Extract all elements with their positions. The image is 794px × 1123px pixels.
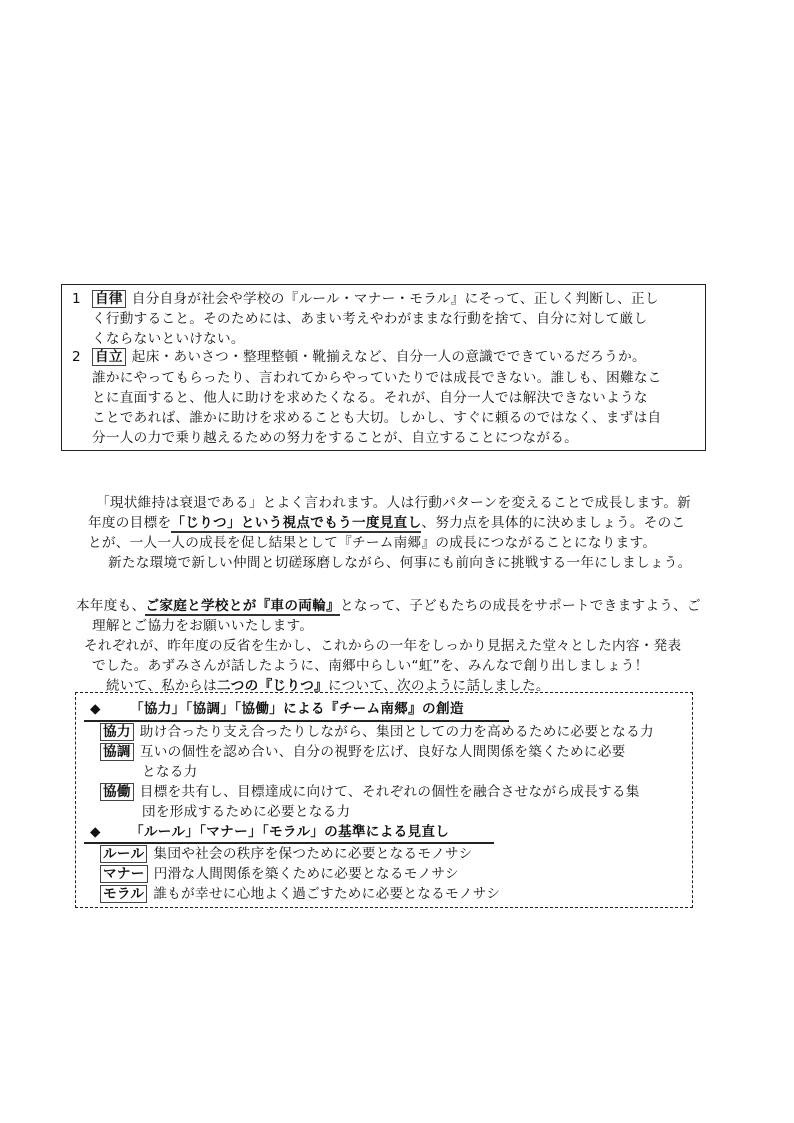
- section-title: 「ルール」「マナー」「モラル」の基準による見直し: [130, 824, 450, 840]
- term-tag-kyouchou: 協調: [100, 743, 134, 761]
- para2-line-3: それぞれが、昨年度の反省を生かし、これからの一年をしっかり見据えた堂々とした内容・発表: [84, 638, 682, 654]
- text: 年度の目標を: [88, 515, 172, 531]
- term-tag-jiritsu-autonomy: 自律: [92, 290, 126, 308]
- para1-line-1: 「現状維持は衰退である」とよく言われます。人は行動パターンを変えることで成長します。新: [96, 495, 691, 511]
- term-tag-jiritsu-independence: 自立: [92, 348, 126, 366]
- text: 円滑な人間関係を築くために必要となるモノサシ: [153, 866, 459, 882]
- term-tag-moral: モラル: [100, 885, 147, 903]
- emphasis-jiritsu-review: 「じりつ」という視点でもう一度見直し: [171, 515, 422, 531]
- section2-underline: [84, 842, 494, 844]
- section1-item-kyouchou: [100, 743, 626, 762]
- emphasis-two-jiritsu: 二つの『じりつ』: [216, 678, 329, 694]
- section-title: 「協力」「協調」「協働」による『チーム南郷』の創造: [130, 701, 464, 717]
- item-2-line-3: とに直面すると、他人に助けを求めたくなる。それが、自分一人では解決できないような: [92, 390, 648, 406]
- diamond-bullet-icon: ◆: [90, 701, 101, 717]
- item-1-line-1: [72, 290, 659, 309]
- text: 互いの個性を認め合い、自分の視野を広げ、良好な人間関係を築くために必要: [139, 744, 626, 760]
- item-1-line-2: く行動すること。そのためには、あまい考えやわがままな行動を捨て、自分に対して厳し: [92, 311, 648, 327]
- section2-item-rule: [100, 845, 473, 864]
- text: 助け合ったり支え合ったりしながら、集団としての力を高めるために必要となる力: [139, 724, 654, 740]
- text: について、次のように話しました。: [328, 678, 550, 694]
- text: 起床・あいさつ・整理整頓・靴揃えなど、自分一人の意識でできているだろうか。: [131, 349, 646, 365]
- section1-item-kyoudou: [100, 783, 640, 802]
- section2-heading: [90, 823, 449, 842]
- section1-underline: [84, 720, 509, 722]
- para2-line-4: でした。あずみさんが話したように、南郷中らしい“虹”を、みんなで創り出しましょう！: [92, 658, 649, 674]
- item-2-line-4: ことであれば、誰かに助けを求めることも大切。しかし、すぐに頼るのではなく、まずは自: [92, 410, 662, 426]
- section1-item-kyouchou-cont: となる力: [142, 764, 198, 780]
- item-2-line-1: [72, 348, 646, 367]
- section1-heading: [90, 700, 464, 719]
- item-1-line-3: くならないといけない。: [92, 331, 245, 347]
- text: 集団や社会の秩序を保つために必要となるモノサシ: [153, 846, 473, 862]
- text: 自分自身が社会や学校の『ルール・マナー・モラル』にそって、正しく判断し、正し: [131, 291, 659, 307]
- term-tag-kyouryoku: 協力: [100, 723, 134, 741]
- term-tag-manner: マナー: [100, 865, 148, 883]
- term-tag-rule: ルール: [100, 845, 147, 863]
- item-number: 1: [72, 291, 81, 307]
- text: 目標を共有し、目標達成に向けて、それぞれの個性を融合させながら成長する集: [139, 784, 640, 800]
- text: 誰もが幸せに心地よく過ごすために必要となるモノサシ: [153, 886, 501, 902]
- section2-item-manner: [100, 865, 459, 884]
- para2-line-2: 理解とご協力をお願いいたします。: [92, 618, 314, 634]
- para1-line-4: 新たな環境で新しい仲間と切磋琢磨しながら、何事にも前向きに挑戦する一年にしましょう。: [108, 555, 692, 571]
- text: 本年度も、: [76, 598, 146, 614]
- section2-item-moral: [100, 885, 500, 904]
- term-tag-kyoudou: 協働: [100, 783, 134, 801]
- text: 続いて、私からは: [106, 678, 217, 694]
- item-2-line-5: 分一人の力で乗り越えるための努力をすることが、自立することにつながる。: [92, 430, 579, 446]
- para1-line-2: [88, 514, 685, 533]
- para2-line-1: [76, 597, 701, 616]
- diamond-bullet-icon: ◆: [90, 824, 101, 840]
- section1-item-kyoudou-cont: 団を形成するために必要となる力: [142, 804, 351, 820]
- item-number: 2: [72, 349, 81, 365]
- text: となって、子どもたちの成長をサポートできますよう、ご: [339, 598, 701, 614]
- para1-line-3: とが、一人一人の成長を促し結果として『チーム南郷』の成長につながることになります。: [88, 535, 657, 551]
- emphasis-two-wheels: ご家庭と学校とが『車の両輪』: [145, 598, 340, 614]
- item-2-line-2: 誰かにやってもらったり、言われてからやっていたりでは成長できない。誰しも、困難なこ: [92, 370, 662, 386]
- text: 、努力点を具体的に決めましょう。そのこ: [421, 515, 686, 531]
- section1-item-kyouryoku: [100, 723, 654, 742]
